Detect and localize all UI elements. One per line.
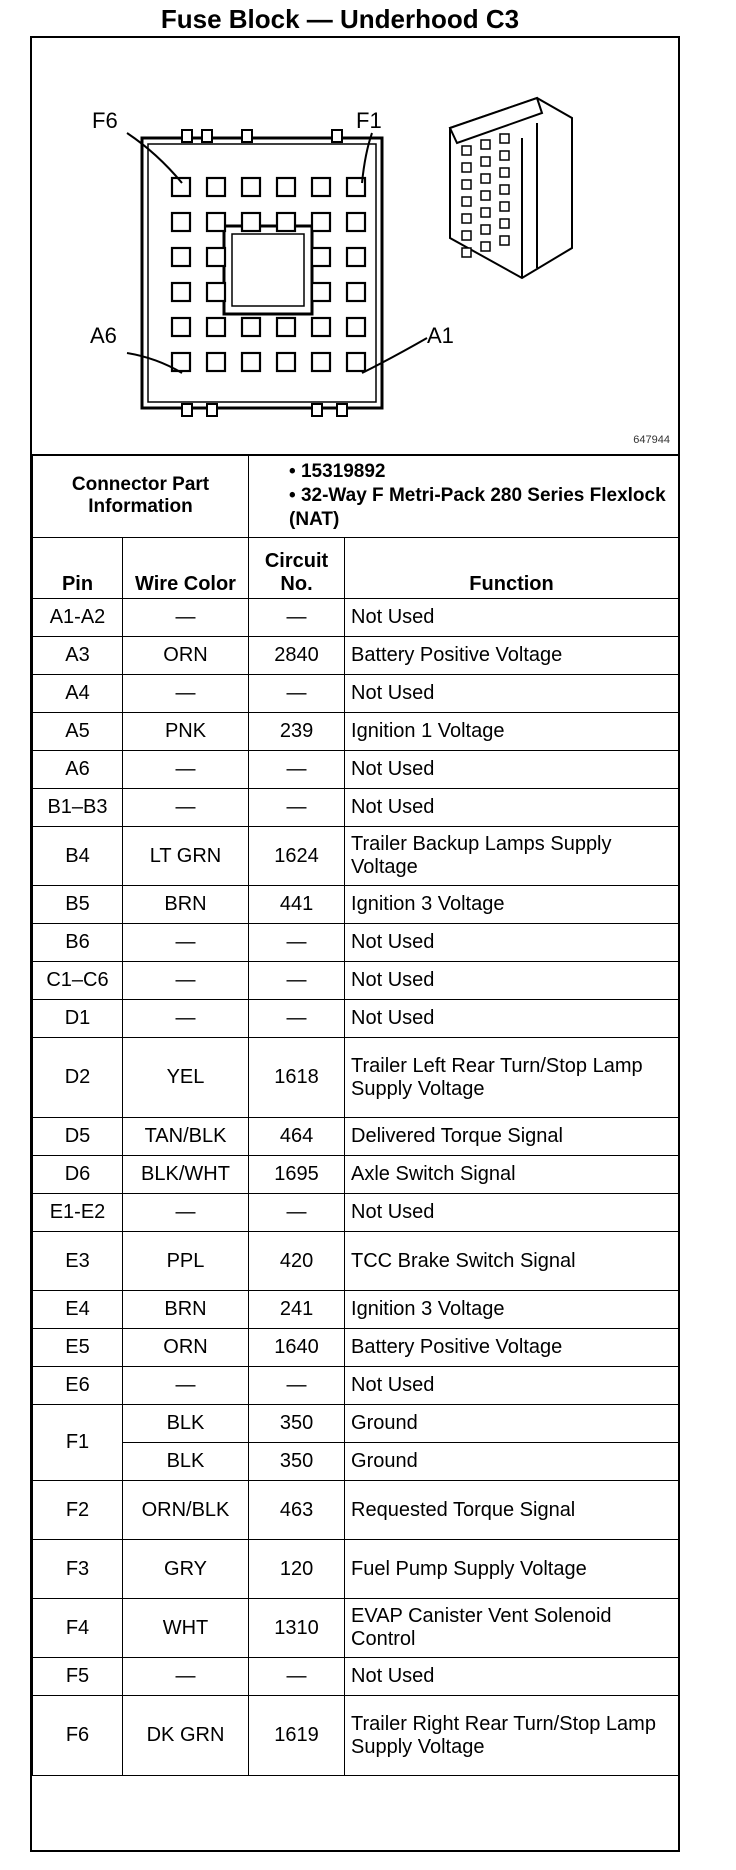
table-row <box>33 1540 679 1599</box>
function-cell: Not Used <box>345 1000 679 1038</box>
pin-cavity <box>277 178 295 196</box>
pin-cell: F6 <box>33 1696 123 1776</box>
circuit-cell: — <box>249 1367 345 1405</box>
pin-cavity <box>277 353 295 371</box>
table-row <box>33 1194 679 1232</box>
table-row <box>33 827 679 886</box>
perspective-cavity <box>481 208 490 217</box>
wire-color-cell: — <box>123 1000 249 1038</box>
header-wire-color: Wire Color <box>123 538 249 599</box>
circuit-cell: — <box>249 1194 345 1232</box>
pin-cell: A4 <box>33 675 123 713</box>
perspective-cavity <box>462 163 471 172</box>
wire-color-cell: ORN/BLK <box>123 1481 249 1540</box>
pin-cell: E1-E2 <box>33 1194 123 1232</box>
pin-cell: F3 <box>33 1540 123 1599</box>
header-circuit: Circuit No. <box>249 538 345 599</box>
table-row <box>33 1000 679 1038</box>
pin-cavity <box>312 318 330 336</box>
perspective-cavity <box>462 146 471 155</box>
perspective-cavity <box>500 168 509 177</box>
circuit-cell: — <box>249 1658 345 1696</box>
wire-color-cell: — <box>123 1194 249 1232</box>
table-row <box>33 1291 679 1329</box>
wire-color-cell: DK GRN <box>123 1696 249 1776</box>
function-cell: Delivered Torque Signal <box>345 1118 679 1156</box>
perspective-cavity <box>462 248 471 257</box>
pin-cell: A6 <box>33 751 123 789</box>
connector-info-values: • 15319892 • 32-Way F Metri-Pack 280 Series Flexlock (NAT) <box>249 455 679 538</box>
page-title: Fuse Block — Underhood C3 <box>160 4 520 34</box>
function-cell: Trailer Right Rear Turn/Stop Lamp Supply Voltage <box>345 1696 679 1776</box>
function-cell: Battery Positive Voltage <box>345 1329 679 1367</box>
function-cell: Not Used <box>345 675 679 713</box>
table-row <box>33 1367 679 1405</box>
circuit-cell: 1624 <box>249 827 345 886</box>
pin-cavity <box>312 283 330 301</box>
table-header-row <box>33 538 679 599</box>
pin-cell: B5 <box>33 886 123 924</box>
circuit-cell: — <box>249 924 345 962</box>
pin-cavity <box>242 213 260 231</box>
pin-cell: B6 <box>33 924 123 962</box>
function-cell: Trailer Backup Lamps Supply Voltage <box>345 827 679 886</box>
function-cell: Battery Positive Voltage <box>345 637 679 675</box>
wire-color-cell: YEL <box>123 1038 249 1118</box>
pin-cell: A5 <box>33 713 123 751</box>
pin-cavity <box>312 178 330 196</box>
perspective-cavity <box>500 134 509 143</box>
table-row <box>33 751 679 789</box>
table-row <box>33 1232 679 1291</box>
wire-color-cell: BLK <box>123 1443 249 1481</box>
pin-cavity <box>207 353 225 371</box>
pin-cell: B1–B3 <box>33 789 123 827</box>
connector-info-label: Connector Part Information <box>33 455 249 538</box>
pin-cavity <box>207 318 225 336</box>
pin-cavity <box>207 248 225 266</box>
pin-cavity <box>277 318 295 336</box>
wire-color-cell: — <box>123 1658 249 1696</box>
pin-cavity <box>347 353 365 371</box>
circuit-cell: — <box>249 962 345 1000</box>
pin-cavity <box>312 213 330 231</box>
function-cell: Requested Torque Signal <box>345 1481 679 1540</box>
circuit-cell: — <box>249 1000 345 1038</box>
perspective-cavity <box>481 174 490 183</box>
perspective-cavity <box>500 202 509 211</box>
label-a6: A6 <box>90 323 117 348</box>
function-cell: Ignition 3 Voltage <box>345 886 679 924</box>
table-row <box>33 789 679 827</box>
perspective-cavity <box>500 236 509 245</box>
connector-sheet <box>30 36 680 1852</box>
function-cell: EVAP Canister Vent Solenoid Control <box>345 1599 679 1658</box>
pin-cell: F1 <box>33 1405 123 1481</box>
circuit-cell: 120 <box>249 1540 345 1599</box>
pin-cavity <box>172 283 190 301</box>
wire-color-cell: LT GRN <box>123 827 249 886</box>
pin-cell: F4 <box>33 1599 123 1658</box>
connector-figure <box>32 38 678 456</box>
wire-color-cell: BRN <box>123 1291 249 1329</box>
pin-cavity <box>347 283 365 301</box>
pin-cavity <box>207 213 225 231</box>
connector-info-row <box>33 455 679 538</box>
perspective-cavity <box>462 180 471 189</box>
pin-cavity <box>172 318 190 336</box>
pin-cavity <box>347 248 365 266</box>
table-row <box>33 599 679 637</box>
circuit-cell: 441 <box>249 886 345 924</box>
wire-color-cell: — <box>123 1367 249 1405</box>
wire-color-cell: TAN/BLK <box>123 1118 249 1156</box>
circuit-cell: — <box>249 599 345 637</box>
wire-color-cell: BRN <box>123 886 249 924</box>
table-row <box>33 713 679 751</box>
perspective-cavity <box>481 157 490 166</box>
table-row <box>33 1118 679 1156</box>
pin-cavity <box>312 248 330 266</box>
header-pin: Pin <box>33 538 123 599</box>
pin-cell: E3 <box>33 1232 123 1291</box>
perspective-cavity <box>500 219 509 228</box>
circuit-cell: — <box>249 789 345 827</box>
function-cell: Not Used <box>345 751 679 789</box>
function-cell: Axle Switch Signal <box>345 1156 679 1194</box>
table-row <box>33 1038 679 1118</box>
function-cell: Ground <box>345 1405 679 1443</box>
wire-color-cell: — <box>123 599 249 637</box>
table-row <box>33 675 679 713</box>
connector-face-diagram <box>32 38 678 454</box>
perspective-cavity <box>481 225 490 234</box>
wire-color-cell: — <box>123 789 249 827</box>
wire-color-cell: — <box>123 962 249 1000</box>
wire-color-cell: BLK <box>123 1405 249 1443</box>
table-row <box>33 1405 679 1443</box>
circuit-cell: 464 <box>249 1118 345 1156</box>
label-a1: A1 <box>427 323 454 348</box>
table-row <box>33 1443 679 1481</box>
wire-color-cell: GRY <box>123 1540 249 1599</box>
circuit-cell: 2840 <box>249 637 345 675</box>
function-cell: Not Used <box>345 962 679 1000</box>
function-cell: Not Used <box>345 789 679 827</box>
function-cell: TCC Brake Switch Signal <box>345 1232 679 1291</box>
function-cell: Ignition 3 Voltage <box>345 1291 679 1329</box>
circuit-cell: 350 <box>249 1405 345 1443</box>
pin-cell: D5 <box>33 1118 123 1156</box>
pin-cavity <box>347 213 365 231</box>
pin-cavity <box>207 178 225 196</box>
circuit-cell: 350 <box>249 1443 345 1481</box>
pin-cell: F5 <box>33 1658 123 1696</box>
pin-cell: E5 <box>33 1329 123 1367</box>
pin-cavity <box>242 353 260 371</box>
wire-color-cell: ORN <box>123 1329 249 1367</box>
pin-cavity <box>242 318 260 336</box>
circuit-cell: 1618 <box>249 1038 345 1118</box>
pin-cavity <box>172 213 190 231</box>
table-row <box>33 1329 679 1367</box>
function-cell: Not Used <box>345 924 679 962</box>
perspective-cavity <box>500 185 509 194</box>
wire-color-cell: — <box>123 675 249 713</box>
wire-color-cell: BLK/WHT <box>123 1156 249 1194</box>
pin-cell: D1 <box>33 1000 123 1038</box>
wire-color-cell: — <box>123 751 249 789</box>
header-function: Function <box>345 538 679 599</box>
pin-cell: E4 <box>33 1291 123 1329</box>
function-cell: Ground <box>345 1443 679 1481</box>
label-f1: F1 <box>356 108 382 133</box>
function-cell: Not Used <box>345 599 679 637</box>
pin-cavity <box>347 318 365 336</box>
connector-description: 32-Way F Metri-Pack 280 Series Flexlock (NAT) <box>289 485 666 530</box>
circuit-cell: 239 <box>249 713 345 751</box>
circuit-cell: 420 <box>249 1232 345 1291</box>
perspective-cavity <box>481 140 490 149</box>
pin-cell: D2 <box>33 1038 123 1118</box>
pinout-table <box>32 454 679 1776</box>
connector-part-number: 15319892 <box>300 461 386 482</box>
circuit-cell: 463 <box>249 1481 345 1540</box>
table-row <box>33 1658 679 1696</box>
pin-cavity <box>242 178 260 196</box>
label-f6: F6 <box>92 108 118 133</box>
perspective-cavity <box>462 214 471 223</box>
pin-cell: B4 <box>33 827 123 886</box>
pin-cell: E6 <box>33 1367 123 1405</box>
function-cell: Fuel Pump Supply Voltage <box>345 1540 679 1599</box>
pin-cell: A3 <box>33 637 123 675</box>
circuit-cell: 241 <box>249 1291 345 1329</box>
circuit-cell: 1695 <box>249 1156 345 1194</box>
wire-color-cell: — <box>123 924 249 962</box>
circuit-cell: 1619 <box>249 1696 345 1776</box>
pin-cell: A1-A2 <box>33 599 123 637</box>
perspective-cavity <box>481 191 490 200</box>
function-cell: Not Used <box>345 1658 679 1696</box>
circuit-cell: — <box>249 751 345 789</box>
pin-cell: C1–C6 <box>33 962 123 1000</box>
pin-cavity <box>207 283 225 301</box>
perspective-cavity <box>462 197 471 206</box>
function-cell: Trailer Left Rear Turn/Stop Lamp Supply Voltage <box>345 1038 679 1118</box>
pin-cavity <box>277 213 295 231</box>
table-row <box>33 962 679 1000</box>
pin-cavity <box>312 353 330 371</box>
table-row <box>33 1481 679 1540</box>
perspective-cavity <box>462 231 471 240</box>
wire-color-cell: PPL <box>123 1232 249 1291</box>
table-row <box>33 637 679 675</box>
table-row <box>33 1156 679 1194</box>
function-cell: Not Used <box>345 1194 679 1232</box>
circuit-cell: 1640 <box>249 1329 345 1367</box>
pin-cell: D6 <box>33 1156 123 1194</box>
wire-color-cell: WHT <box>123 1599 249 1658</box>
table-row <box>33 1599 679 1658</box>
perspective-cavity <box>500 151 509 160</box>
table-row <box>33 1696 679 1776</box>
figure-id: 647944 <box>633 434 670 446</box>
wire-color-cell: ORN <box>123 637 249 675</box>
table-row <box>33 924 679 962</box>
pin-cavity <box>172 248 190 266</box>
wire-color-cell: PNK <box>123 713 249 751</box>
perspective-cavity <box>481 242 490 251</box>
table-row <box>33 886 679 924</box>
circuit-cell: 1310 <box>249 1599 345 1658</box>
function-cell: Ignition 1 Voltage <box>345 713 679 751</box>
circuit-cell: — <box>249 675 345 713</box>
function-cell: Not Used <box>345 1367 679 1405</box>
pin-cell: F2 <box>33 1481 123 1540</box>
